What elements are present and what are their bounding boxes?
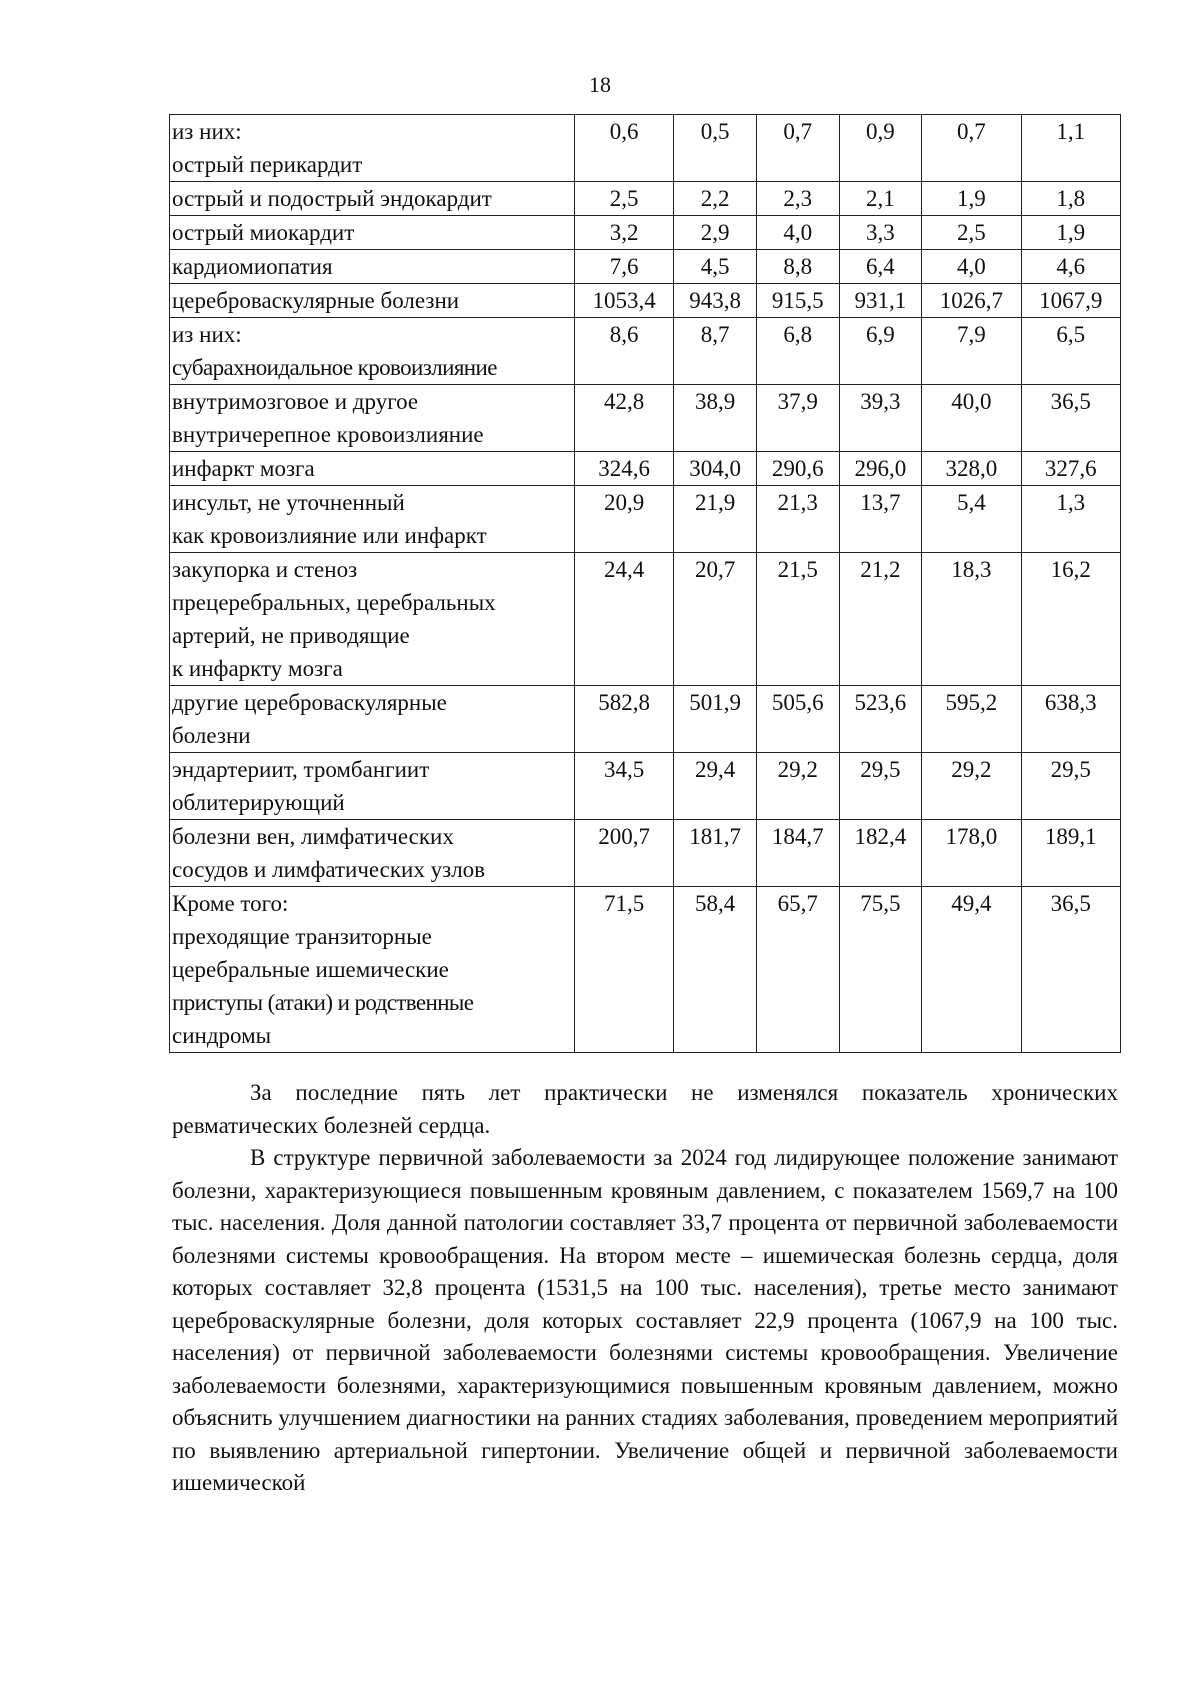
row-label-line: артерий, не приводящие — [172, 623, 410, 648]
row-label — [170, 250, 575, 284]
table-row — [170, 284, 1121, 318]
table-cell: 6,9 — [839, 318, 922, 385]
table-row — [170, 182, 1121, 216]
table-cell: 7,9 — [922, 318, 1021, 385]
table-cell: 931,1 — [839, 284, 922, 318]
table-cell: 42,8 — [575, 385, 674, 452]
table-row — [170, 887, 1121, 1053]
body-text — [172, 1077, 1118, 1500]
row-label-line: острый и подострый эндокардит — [172, 186, 492, 211]
table-cell: 181,7 — [674, 820, 757, 887]
page-number: 18 — [589, 72, 611, 97]
table-cell: 2,2 — [674, 182, 757, 216]
table-cell: 1053,4 — [575, 284, 674, 318]
table-cell: 327,6 — [1021, 452, 1120, 486]
table-cell: 189,1 — [1021, 820, 1120, 887]
table-cell: 58,4 — [674, 887, 757, 1053]
row-label-line: Кроме того: — [172, 891, 289, 916]
row-label-line: приступы (атаки) и родственные — [172, 990, 474, 1015]
table-cell: 505,6 — [756, 686, 839, 753]
row-label-line: преходящие транзиторные — [172, 924, 432, 949]
table-row — [170, 452, 1121, 486]
row-label — [170, 486, 575, 553]
table-cell: 3,3 — [839, 216, 922, 250]
table-cell: 4,0 — [922, 250, 1021, 284]
table-cell: 638,3 — [1021, 686, 1120, 753]
table-cell: 200,7 — [575, 820, 674, 887]
row-label — [170, 318, 575, 385]
table-cell: 182,4 — [839, 820, 922, 887]
table-cell: 2,3 — [756, 182, 839, 216]
row-label — [170, 753, 575, 820]
table-cell: 2,5 — [922, 216, 1021, 250]
table-cell: 40,0 — [922, 385, 1021, 452]
table-cell: 29,5 — [1021, 753, 1120, 820]
row-label-line: эндартериит, тромбангиит — [172, 757, 430, 782]
table-row — [170, 820, 1121, 887]
table-cell: 0,9 — [839, 115, 922, 182]
table-cell: 20,9 — [575, 486, 674, 553]
table-cell: 29,2 — [756, 753, 839, 820]
table-row — [170, 115, 1121, 182]
row-label-line: другие цереброваскулярные — [172, 690, 447, 715]
table-cell: 1,1 — [1021, 115, 1120, 182]
table-cell: 21,5 — [756, 553, 839, 686]
table-cell: 2,9 — [674, 216, 757, 250]
table-cell: 328,0 — [922, 452, 1021, 486]
table-cell: 71,5 — [575, 887, 674, 1053]
table-cell: 595,2 — [922, 686, 1021, 753]
table-cell: 36,5 — [1021, 887, 1120, 1053]
row-label-line: болезни вен, лимфатических — [172, 824, 454, 849]
morbidity-table — [169, 114, 1121, 1053]
table-row — [170, 385, 1121, 452]
row-label-line: кардиомиопатия — [172, 254, 333, 279]
table-cell: 184,7 — [756, 820, 839, 887]
table-cell: 21,2 — [839, 553, 922, 686]
table-cell: 0,5 — [674, 115, 757, 182]
row-label — [170, 686, 575, 753]
table-cell: 8,6 — [575, 318, 674, 385]
row-label-line: к инфаркту мозга — [172, 656, 343, 681]
table-cell: 21,9 — [674, 486, 757, 553]
table-cell: 2,1 — [839, 182, 922, 216]
row-label — [170, 452, 575, 486]
table-cell: 39,3 — [839, 385, 922, 452]
row-label-line: как кровоизлияние или инфаркт — [172, 523, 487, 548]
table-cell: 296,0 — [839, 452, 922, 486]
row-label-line: болезни — [172, 723, 251, 748]
table-cell: 4,5 — [674, 250, 757, 284]
table-cell: 49,4 — [922, 887, 1021, 1053]
table-cell: 29,2 — [922, 753, 1021, 820]
table-cell: 6,4 — [839, 250, 922, 284]
row-label-line: острый миокардит — [172, 220, 355, 245]
table-row — [170, 250, 1121, 284]
table-cell: 0,6 — [575, 115, 674, 182]
table-cell: 304,0 — [674, 452, 757, 486]
table-cell: 178,0 — [922, 820, 1021, 887]
table-cell: 8,7 — [674, 318, 757, 385]
table-row — [170, 216, 1121, 250]
row-label-line: из них: — [172, 119, 242, 144]
table-cell: 6,8 — [756, 318, 839, 385]
table-cell: 324,6 — [575, 452, 674, 486]
row-label-line: прецеребральных, церебральных — [172, 590, 496, 615]
row-label — [170, 182, 575, 216]
table-cell: 75,5 — [839, 887, 922, 1053]
table-cell: 0,7 — [756, 115, 839, 182]
row-label — [170, 284, 575, 318]
table-cell: 915,5 — [756, 284, 839, 318]
table-cell: 4,0 — [756, 216, 839, 250]
table-cell: 20,7 — [674, 553, 757, 686]
row-label-line: цереброваскулярные болезни — [172, 288, 460, 313]
table-cell: 1026,7 — [922, 284, 1021, 318]
table-cell: 21,3 — [756, 486, 839, 553]
table-cell: 1,9 — [1021, 216, 1120, 250]
row-label-line: инфаркт мозга — [172, 456, 315, 481]
table-cell: 8,8 — [756, 250, 839, 284]
row-label-line: церебральные ишемические — [172, 957, 449, 982]
table-cell: 37,9 — [756, 385, 839, 452]
table-row — [170, 486, 1121, 553]
table-cell: 6,5 — [1021, 318, 1120, 385]
table-cell: 36,5 — [1021, 385, 1120, 452]
row-label — [170, 115, 575, 182]
paragraph: За последние пять лет практически не изменялся показатель хронических ревматических болезней сердца. — [172, 1080, 1118, 1138]
row-label — [170, 553, 575, 686]
table-row — [170, 753, 1121, 820]
row-label-line: инсульт, не уточненный — [172, 490, 405, 515]
table-cell: 1067,9 — [1021, 284, 1120, 318]
table-row — [170, 553, 1121, 686]
paragraph: В структуре первичной заболеваемости за 2024 год лидирующее положение занимают болезни, характеризующиеся повышенным кровяным давлением, с показателем 1569,7 на 100 тыс. населения. Доля данной патологии составляет 33,7 процента от первичной заболеваемости болезнями системы кровообращения. На втором месте – ишемическая болезнь сердца, доля которых составляет 32,8 процента (1531,5 на 100 тыс. населения), третье место занимают цереброваскулярные болезни, доля которых составляет 22,9 процента (1067,9 на 100 тыс. населения) от первичной заболеваемости болезнями системы кровообращения. Увеличение заболеваемости болезнями, характеризующимися повышенным кровяным давлением, можно объяснить улучшением диагностики на ранних стадиях заболевания, проведением мероприятий по выявлению артериальной гипертонии. Увеличение общей и первичной заболеваемости ишемической — [172, 1145, 1118, 1495]
table-cell: 7,6 — [575, 250, 674, 284]
table-cell: 29,4 — [674, 753, 757, 820]
table-cell: 1,9 — [922, 182, 1021, 216]
table-cell: 523,6 — [839, 686, 922, 753]
row-label-line: синдромы — [172, 1023, 272, 1048]
row-label-line: закупорка и стеноз — [172, 557, 358, 582]
table-cell: 4,6 — [1021, 250, 1120, 284]
table-row — [170, 686, 1121, 753]
table-cell: 501,9 — [674, 686, 757, 753]
table-cell: 29,5 — [839, 753, 922, 820]
row-label — [170, 216, 575, 250]
row-label-line: субарахноидальное кровоизлияние — [172, 355, 497, 380]
table-cell: 5,4 — [922, 486, 1021, 553]
row-label-line: внутричерепное кровоизлияние — [172, 422, 484, 447]
row-label — [170, 820, 575, 887]
table-cell: 13,7 — [839, 486, 922, 553]
table-cell: 582,8 — [575, 686, 674, 753]
row-label — [170, 385, 575, 452]
row-label-line: из них: — [172, 322, 242, 347]
table-cell: 18,3 — [922, 553, 1021, 686]
table-cell: 1,3 — [1021, 486, 1120, 553]
table-cell: 34,5 — [575, 753, 674, 820]
table-cell: 24,4 — [575, 553, 674, 686]
table-cell: 290,6 — [756, 452, 839, 486]
row-label-line: сосудов и лимфатических узлов — [172, 857, 486, 882]
table-cell: 0,7 — [922, 115, 1021, 182]
table-row — [170, 318, 1121, 385]
row-label-line: облитерирующий — [172, 790, 345, 815]
row-label — [170, 887, 575, 1053]
table-cell: 2,5 — [575, 182, 674, 216]
row-label-line: внутримозговое и другое — [172, 389, 419, 414]
table-cell: 16,2 — [1021, 553, 1120, 686]
table-cell: 65,7 — [756, 887, 839, 1053]
table-cell: 3,2 — [575, 216, 674, 250]
table-cell: 38,9 — [674, 385, 757, 452]
table-cell: 943,8 — [674, 284, 757, 318]
table-cell: 1,8 — [1021, 182, 1120, 216]
row-label-line: острый перикардит — [172, 152, 363, 177]
